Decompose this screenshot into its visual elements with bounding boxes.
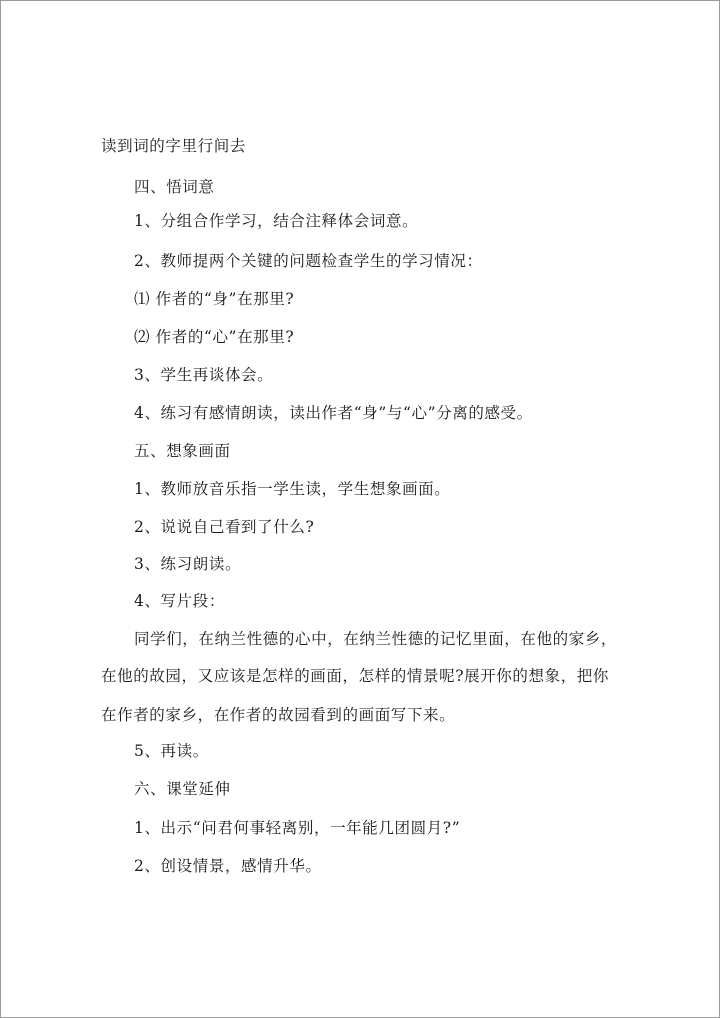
- list-item: 1、分组合作学习，结合注释体会词意。: [134, 212, 419, 230]
- paragraph-line: 在他的故园，又应该是怎样的画面，怎样的情景呢?展开你的想象，把你: [101, 667, 610, 685]
- sub-question: ⑵ 作者的“心”在那里?: [134, 328, 295, 346]
- section-heading-4: 四、悟词意: [134, 178, 215, 196]
- list-item: 4、写片段：: [134, 592, 225, 610]
- list-item: 5、再读。: [134, 742, 209, 760]
- sub-question: ⑴ 作者的“身”在那里?: [134, 290, 295, 308]
- list-item: 3、学生再谈体会。: [134, 366, 274, 384]
- text-line-continuation: 读到词的字里行间去: [101, 137, 246, 155]
- list-item: 3、练习朗读。: [134, 555, 242, 573]
- list-item: 4、练习有感情朗读，读出作者“身”与“心”分离的感受。: [134, 404, 533, 422]
- list-item: 2、教师提两个关键的问题检查学生的学习情况：: [134, 252, 483, 270]
- section-heading-6: 六、课堂延伸: [134, 780, 231, 798]
- list-item: 2、创设情景，感情升华。: [134, 857, 322, 875]
- list-item: 1、教师放音乐指一学生读，学生想象画面。: [134, 480, 451, 498]
- list-item: 1、出示“问君何事轻离别，一年能几团圆月?”: [134, 819, 461, 837]
- section-heading-5: 五、想象画面: [134, 442, 231, 460]
- list-item: 2、说说自己看到了什么?: [134, 518, 315, 536]
- paragraph-line: 同学们，在纳兰性德的心中，在纳兰性德的记忆里面，在他的家乡，: [134, 630, 618, 648]
- paragraph-line: 在作者的家乡，在作者的故园看到的画面写下来。: [101, 706, 456, 724]
